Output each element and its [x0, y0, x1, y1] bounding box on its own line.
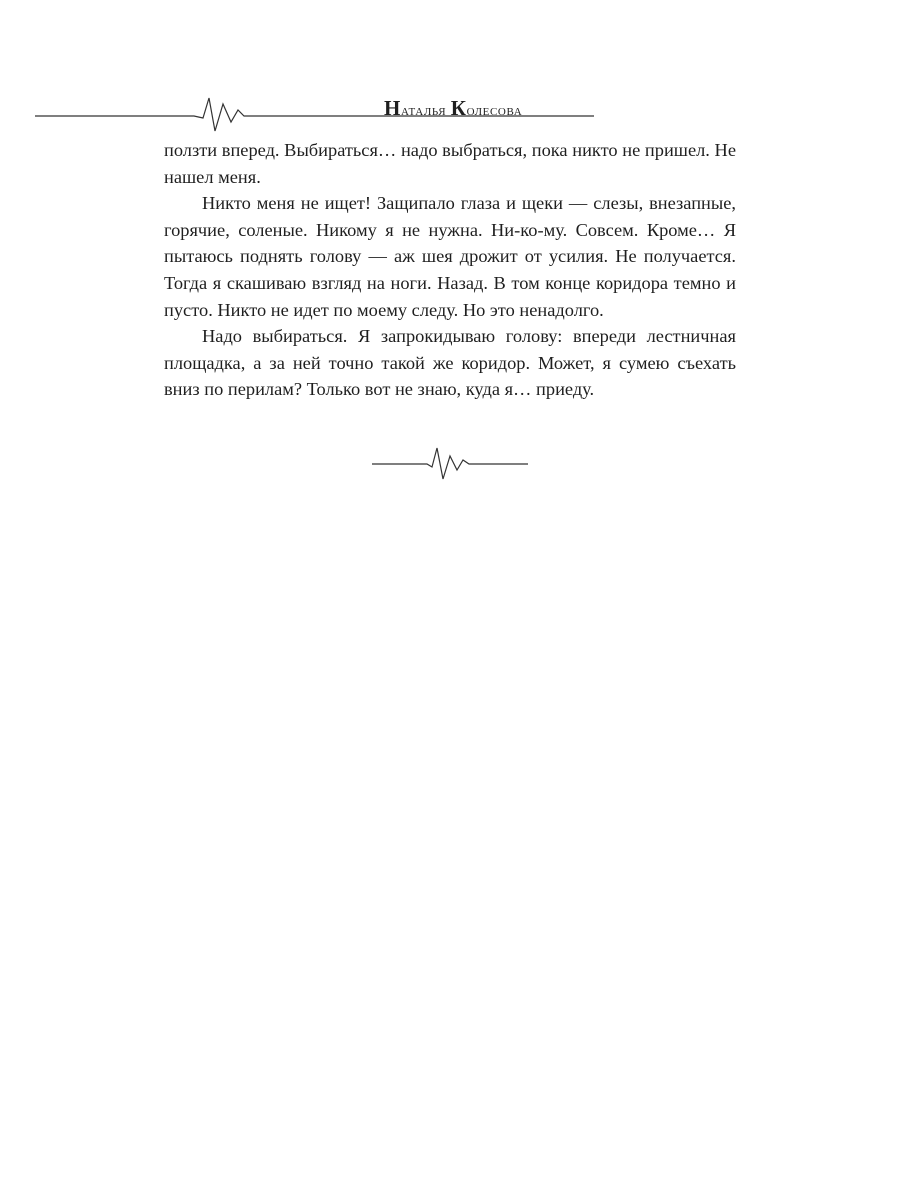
paragraph: Надо выбираться. Я запрокидываю голову: впереди лестничная площадка, а за ней точно такой же коридор. Может, я сумею съехать вниз по перилам? Только вот не знаю, куда я… приеду. [164, 326, 736, 400]
author-name [384, 96, 522, 121]
paragraph-continued: ползти вперед. Выбираться… надо выбраться, пока никто не пришел. Не нашел меня. [164, 140, 736, 187]
section-end-heartbeat-icon [372, 446, 532, 486]
running-head [0, 0, 900, 140]
author-first-initial: Н [384, 96, 401, 120]
author-last-rest: олесова [466, 102, 523, 119]
paragraph: Никто меня не ищет! Защипало глаза и щеки — слезы, внезапные, горячие, соленые. Никому я не нужна. Ни-ко-му. Совсем. Кроме… Я пытаюсь поднять голову — аж шея дрожит от усилия. Не получается. Тогда я скашиваю взгляд на ноги. Назад. В том конце коридора темно и пусто. Никто не идет по моему следу. Но это ненадолго. [164, 193, 736, 320]
author-first-rest: аталья [400, 102, 447, 119]
body-text [164, 137, 736, 403]
author-last-initial: К [450, 96, 467, 120]
